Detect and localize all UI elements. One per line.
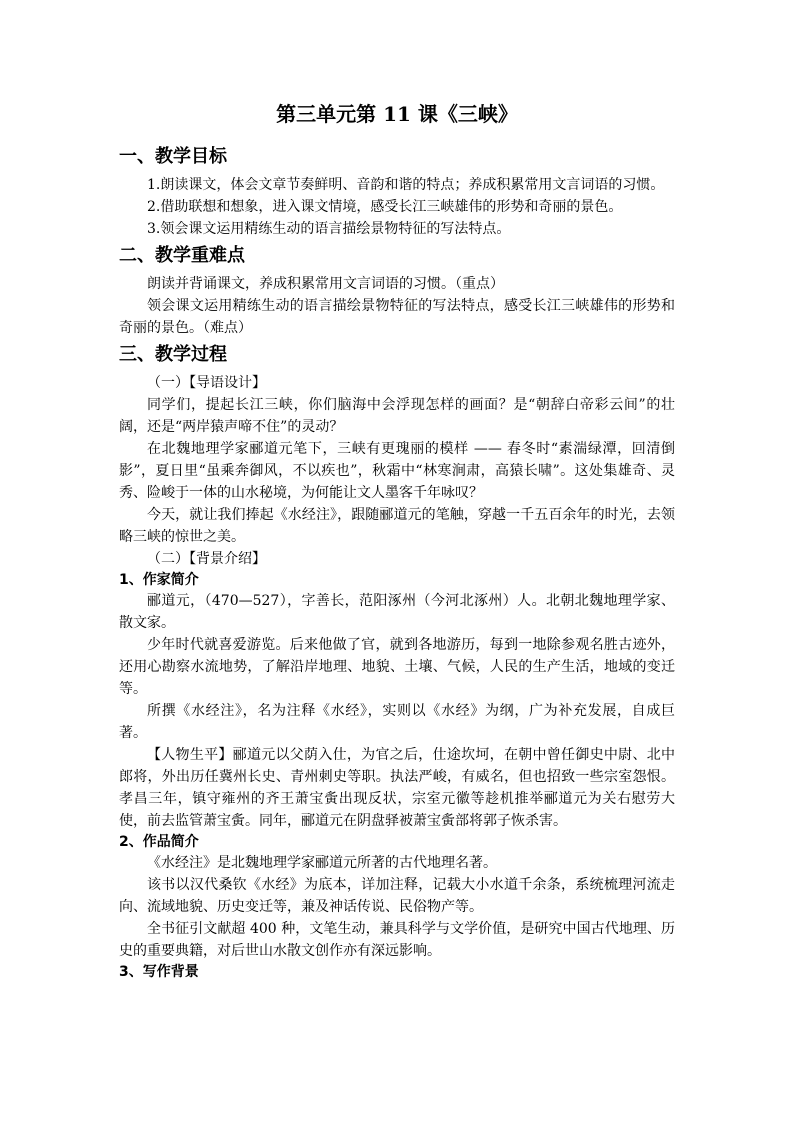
- key-point-item: 领会课文运用精练生动的语言描绘景物特征的写法特点，感受长江三峡雄伟的形势和奇丽的景色。（难点）: [119, 298, 675, 336]
- work-paragraph: 《水经注》是北魏地理学家郦道元所著的古代地理名著。: [147, 855, 497, 871]
- author-paragraph: 少年时代就喜爱游览。后来他做了官，就到各地游历，每到一地除参观名胜古迹外，还用心勘察水流地势，了解沿岸地理、地貌、土壤、气候，人民的生产生活，地域的变迁等。: [119, 637, 675, 697]
- key-point-item: 朗读并背诵课文，养成积累常用文言词语的习惯。（重点）: [147, 276, 504, 292]
- subheading-author: 1、作家简介: [119, 572, 199, 588]
- section-heading-process: 三、教学过程: [119, 344, 227, 365]
- intro-label: （一）【导语设计】: [147, 375, 266, 391]
- subheading-work: 2、作品简介: [119, 834, 199, 850]
- goal-item: 2.借助联想和想象，进入课文情境，感受长江三峡雄伟的形势和奇丽的景色。: [147, 199, 623, 215]
- subheading-writing-background: 3、写作背景: [119, 964, 199, 980]
- author-paragraph: 郦道元，（470—527），字善长，范阳涿州（今河北涿州）人。北朝北魏地理学家、散文家。: [119, 593, 675, 631]
- goal-item: 1.朗读课文，体会文章节奏鲜明、音韵和谐的特点；养成积累常用文言词语的习惯。: [147, 177, 665, 193]
- background-label: （二）【背景介绍】: [147, 551, 266, 567]
- goal-item: 3.领会课文运用精练生动的语言描绘景物特征的写法特点。: [147, 221, 511, 237]
- intro-paragraph: 在北魏地理学家郦道元笔下，三峡有更瑰丽的模样 —— 春冬时“素湍绿潭，回清倒影”，夏日里“虽乘奔御风，不以疾也”，秋霜中“林寒涧肃，高猿长啸”。这处集雄奇、灵秀、险峻于一体的山水秘境，为何能让文人墨客千年咏叹？: [119, 441, 675, 501]
- section-heading-goals: 一、教学目标: [119, 146, 227, 167]
- work-paragraph: 全书征引文献超 400 种，文笔生动，兼具科学与文学价值，是研究中国古代地理、历史的重要典籍，对后世山水散文创作亦有深远影响。: [119, 921, 675, 959]
- work-paragraph: 该书以汉代桑钦《水经》为底本，详加注释，记载大小水道千余条，系统梳理河流走向、流域地貌、历史变迁等，兼及神话传说、民俗物产等。: [119, 877, 675, 915]
- page-title: 第三单元第 11 课《三峡》: [276, 102, 518, 126]
- intro-paragraph: 同学们，提起长江三峡，你们脑海中会浮现怎样的画面？是“朝辞白帝彩云间”的壮阔，还是“两岸猿声啼不住”的灵动？: [119, 397, 675, 435]
- document-page: [119, 100, 675, 982]
- intro-paragraph: 今天，就让我们捧起《水经注》，跟随郦道元的笔触，穿越一千五百余年的时光，去领略三峡的惊世之美。: [119, 507, 675, 545]
- author-paragraph: 【人物生平】郦道元以父荫入仕，为官之后，仕途坎坷，在朝中曾任御史中尉、北中郎将，外出历任冀州长史、青州刺史等职。执法严峻，有威名，但也招致一些宗室怨恨。孝昌三年，镇守雍州的齐王萧宝夤出现反状，宗室元徽等趁机推举郦道元为关右慰劳大使，前去监管萧宝夤。同年，郦道元在阴盘驿被萧宝夤部将郭子恢杀害。: [119, 747, 675, 829]
- section-heading-key-points: 二、教学重难点: [119, 245, 245, 266]
- author-paragraph: 所撰《水经注》，名为注释《水经》，实则以《水经》为纲，广为补充发展，自成巨著。: [119, 703, 675, 741]
